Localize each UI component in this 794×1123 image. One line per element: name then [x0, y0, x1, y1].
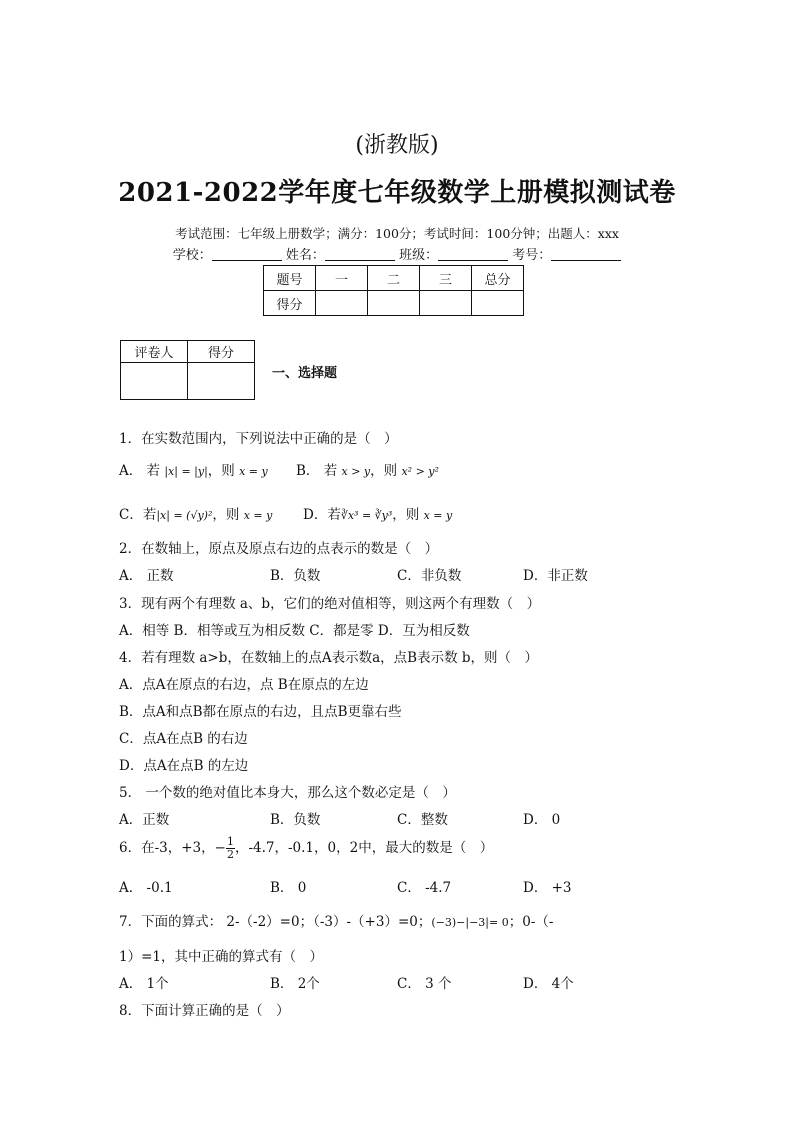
question-1-option-c[interactable] — [119, 503, 272, 523]
class-blank[interactable] — [438, 248, 508, 261]
question-6-option-a[interactable]: A． -0.1 — [119, 880, 173, 896]
math-expression: x = y — [239, 465, 268, 478]
class-label: 班级： — [399, 248, 439, 263]
score-cell[interactable] — [316, 291, 368, 316]
fraction-numerator: 1 — [226, 835, 234, 848]
math-expression: x² > y² — [401, 465, 439, 478]
question-1-option-a[interactable] — [119, 459, 268, 479]
question-7-option-c[interactable]: C． 3 个 — [397, 976, 452, 992]
stem-text: ，-4.7，-0.1，0，2中，最大的数是（ ） — [234, 840, 494, 856]
grader-header-cell: 得分 — [188, 341, 255, 363]
exam-info: 考试范围：七年级上册数学；满分：100分；考试时间：100分钟；出题人：xxx — [175, 226, 619, 241]
score-cell[interactable] — [420, 291, 472, 316]
score-header-cell: 一 — [316, 266, 368, 291]
minus-sign: − — [214, 840, 226, 856]
math-expression: x > y — [341, 465, 371, 478]
stem-text: 7．下面的算式： 2-（-2）=0；（-3）-（+3）=0； — [119, 914, 432, 930]
name-blank[interactable] — [325, 248, 395, 261]
grader-cell[interactable] — [188, 363, 255, 400]
school-label: 学校： — [172, 248, 212, 263]
question-5-option-a[interactable]: A．正数 — [119, 812, 170, 828]
question-2-option-b[interactable]: B．负数 — [270, 568, 321, 584]
score-header-cell: 总分 — [472, 266, 524, 291]
question-7-option-b[interactable]: B． 2个 — [270, 976, 320, 992]
stem-text: 6．在-3，+3， — [119, 840, 215, 856]
exam-version: (浙教版) — [355, 133, 439, 158]
question-5-stem: 5． 一个数的绝对值比本身大，那么这个数必定是（ ） — [119, 785, 456, 801]
exam-no-label: 考号： — [512, 248, 552, 263]
score-header-cell: 题号 — [264, 266, 316, 291]
option-label: C．若 — [119, 507, 157, 523]
math-expression: |x| = (√y)² — [156, 509, 213, 522]
question-4-option-b[interactable]: B．点A和点B都在原点的右边，且点B更靠右些 — [119, 704, 402, 720]
option-text: ，则 — [370, 463, 398, 479]
option-text: ，则 — [212, 507, 240, 523]
question-2-option-d[interactable]: D．非正数 — [523, 568, 588, 584]
name-label: 姓名： — [285, 248, 325, 263]
math-expression: x = y — [423, 509, 453, 522]
grader-table — [120, 340, 255, 400]
question-1-stem: 1．在实数范围内，下列说法中正确的是（ ） — [119, 431, 398, 447]
question-4-option-a[interactable]: A．点A在原点的右边，点 B在原点的左边 — [119, 677, 369, 693]
math-expression: (−3)−|−3|= 0 — [431, 916, 509, 929]
question-6-option-d[interactable]: D． +3 — [523, 880, 572, 896]
option-label: D．若 — [303, 507, 341, 523]
question-7-stem-line-2: 1）=1，其中正确的算式有（ ） — [119, 949, 323, 965]
question-6-stem — [119, 836, 493, 861]
question-8-stem: 8．下面计算正确的是（ ） — [119, 1003, 290, 1019]
score-table — [263, 265, 524, 316]
question-5-option-b[interactable]: B．负数 — [270, 812, 321, 828]
school-blank[interactable] — [212, 248, 282, 261]
score-header-cell: 二 — [368, 266, 420, 291]
grader-header-cell: 评卷人 — [121, 341, 188, 363]
question-5-option-d[interactable]: D． 0 — [523, 812, 561, 828]
question-2-option-a[interactable]: A． 正数 — [119, 568, 174, 584]
fraction — [226, 836, 235, 861]
question-1-option-d[interactable] — [303, 503, 452, 523]
grader-cell[interactable] — [121, 363, 188, 400]
question-5-option-c[interactable]: C．整数 — [397, 812, 448, 828]
question-4-stem: 4．若有理数 a>b，在数轴上的点A表示数a，点B表示数 b，则（ ） — [119, 650, 539, 666]
fraction-denominator: 2 — [226, 848, 234, 861]
question-2-option-c[interactable]: C．非负数 — [397, 568, 462, 584]
exam-title: 2021-2022学年度七年级数学上册模拟测试卷 — [118, 178, 676, 208]
stem-text: ；0-（- — [508, 914, 554, 930]
question-2-stem: 2．在数轴上，原点及原点右边的点表示的数是（ ） — [119, 541, 439, 557]
score-cell[interactable] — [368, 291, 420, 316]
option-text: ，则 — [207, 463, 235, 479]
exam-no-blank[interactable] — [551, 248, 621, 261]
math-expression: x = y — [243, 509, 273, 522]
option-text: ，则 — [392, 507, 420, 523]
math-expression: |x| = |y| — [164, 465, 208, 478]
math-expression: ∛x³ = ∛y³ — [340, 509, 393, 522]
question-3-options[interactable]: A．相等 B．相等或互为相反数 C．都是零 D．互为相反数 — [119, 623, 470, 639]
question-7-stem-line-1 — [119, 910, 553, 930]
question-7-option-a[interactable]: A． 1个 — [119, 976, 169, 992]
section-title: 一、选择题 — [272, 366, 338, 381]
question-4-option-c[interactable]: C．点A在点B 的右边 — [119, 731, 248, 747]
question-6-option-c[interactable]: C． -4.7 — [397, 880, 452, 896]
question-6-option-b[interactable]: B． 0 — [270, 880, 307, 896]
option-label: B． 若 — [296, 463, 338, 479]
student-fields — [0, 244, 794, 263]
question-7-option-d[interactable]: D． 4个 — [523, 976, 574, 992]
question-1-option-b[interactable] — [296, 459, 439, 479]
question-4-option-d[interactable]: D．点A在点B 的左边 — [119, 758, 249, 774]
score-header-cell: 三 — [420, 266, 472, 291]
score-cell[interactable] — [472, 291, 524, 316]
question-3-stem: 3．现有两个有理数 a、b，它们的绝对值相等，则这两个有理数（ ） — [119, 596, 541, 612]
score-row-label: 得分 — [264, 291, 316, 316]
option-label: A． 若 — [119, 463, 161, 479]
